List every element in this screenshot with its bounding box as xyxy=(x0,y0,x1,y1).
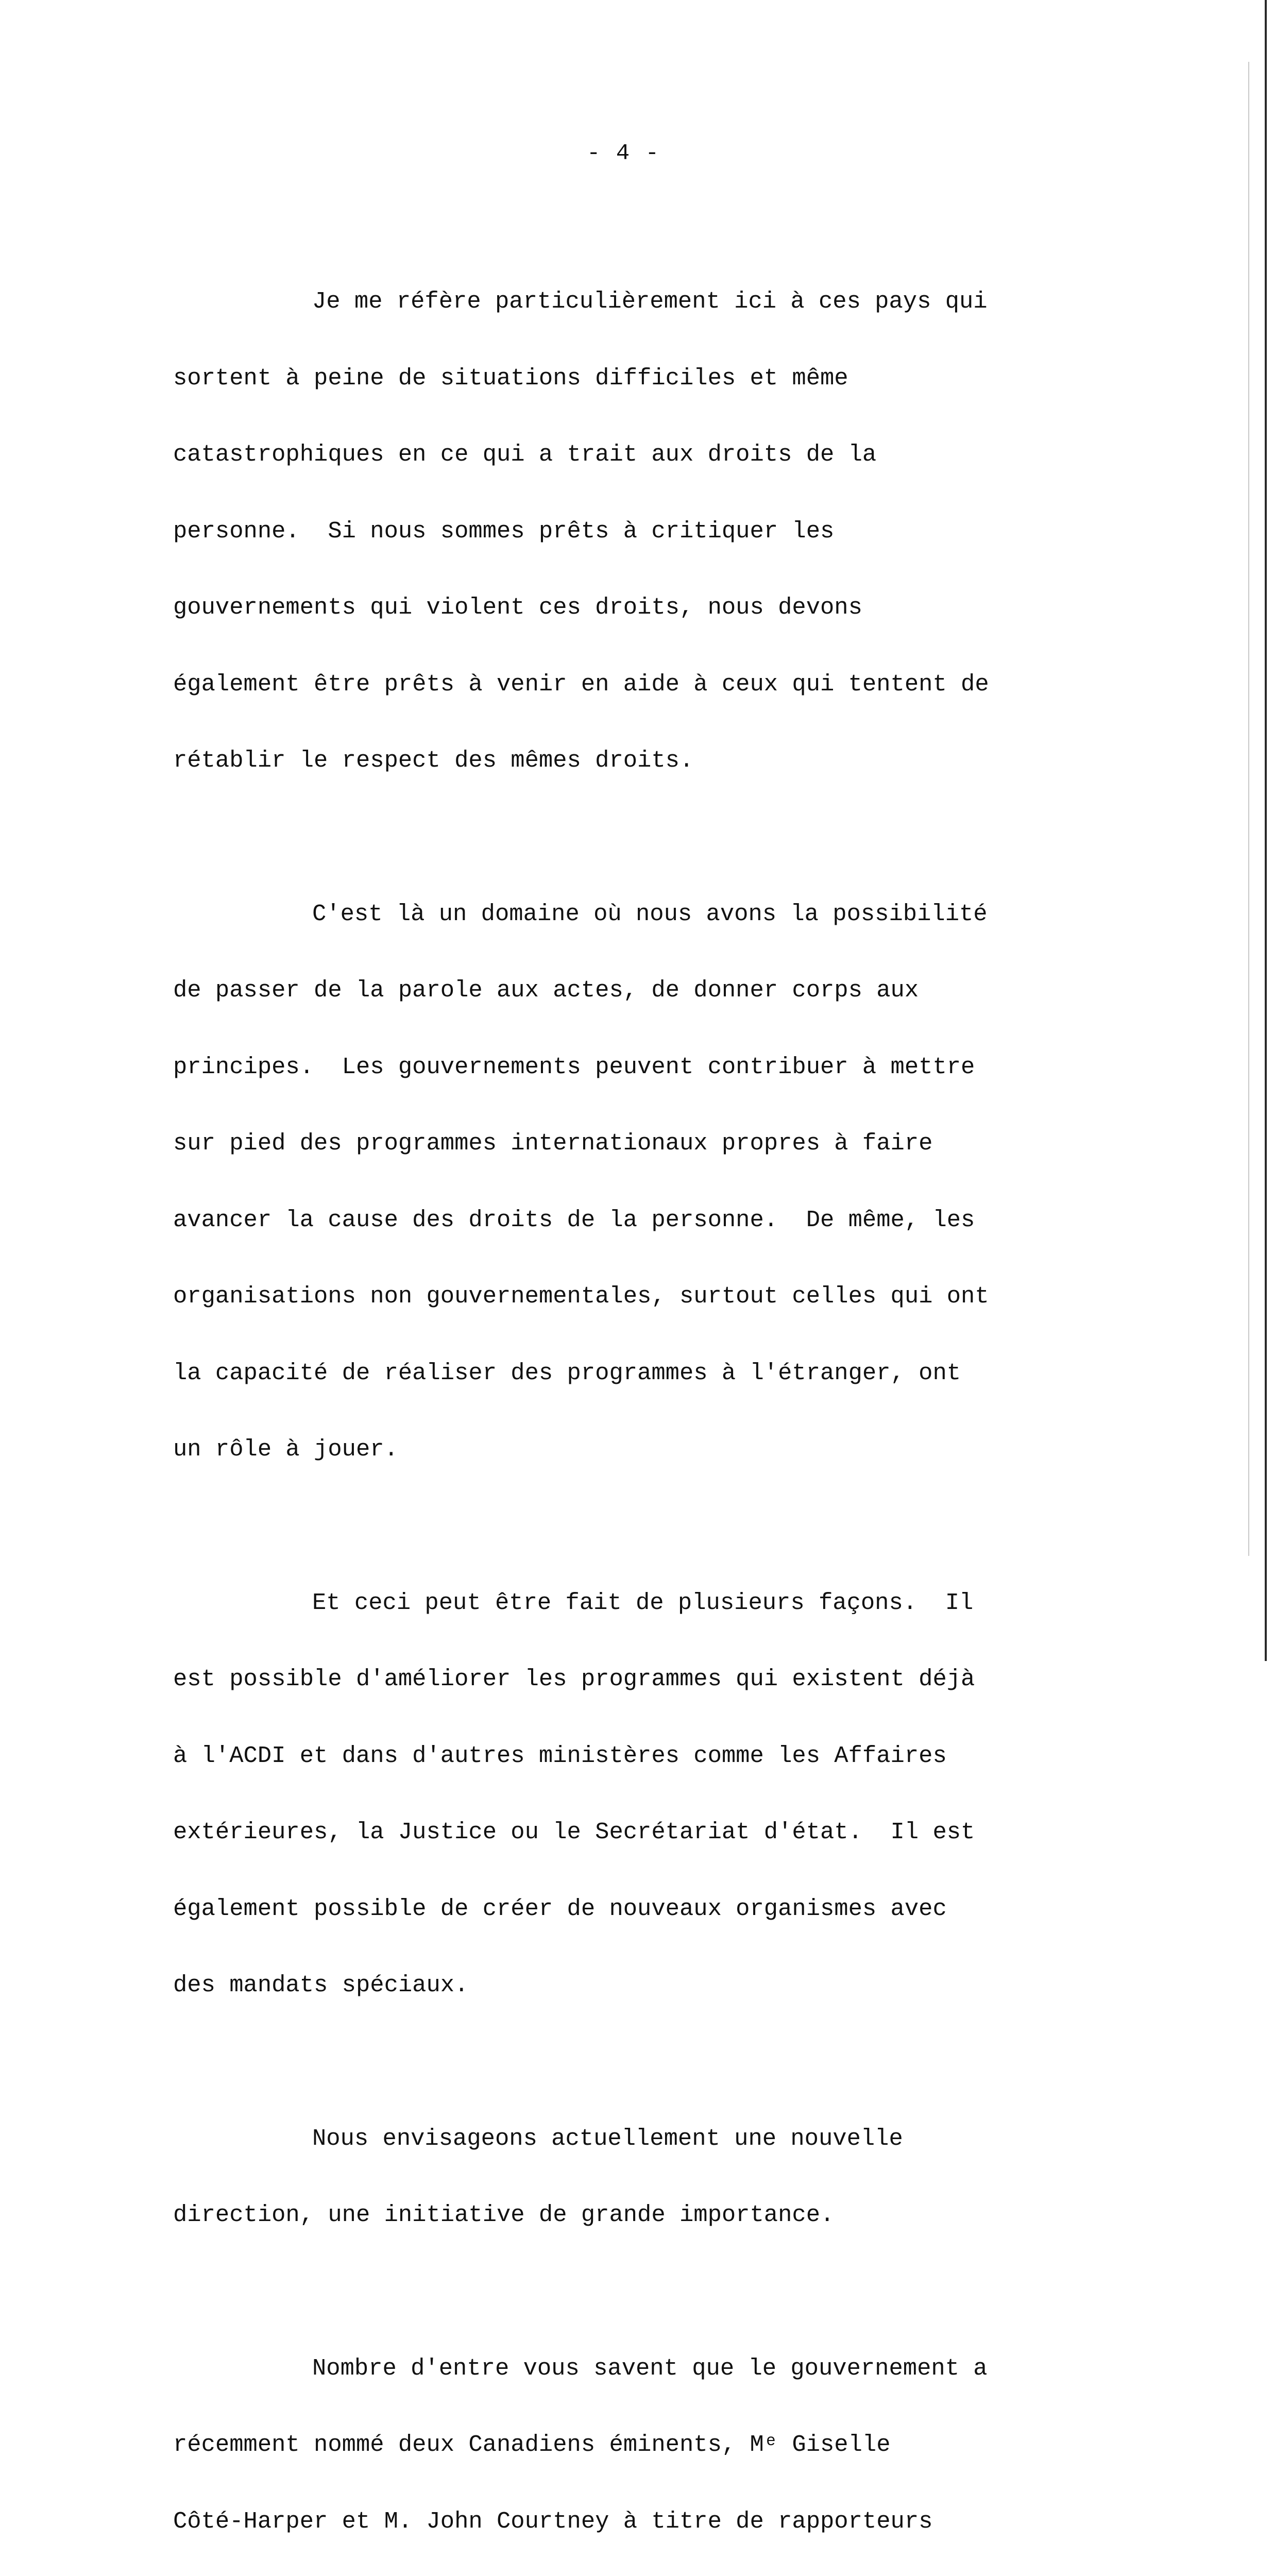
text-line: Et ceci peut être fait de plusieurs façons. Il xyxy=(173,1590,1142,1616)
text-line: Je me réfère particulièrement ici à ces pays qui xyxy=(173,289,1142,315)
paragraph xyxy=(173,238,1142,825)
text-line: C'est là un domaine où nous avons la possibilité xyxy=(173,902,1142,927)
text-line: direction, une initiative de grande importance. xyxy=(173,2202,1142,2228)
paragraph xyxy=(173,2075,1142,2279)
text-line: de passer de la parole aux actes, de donner corps aux xyxy=(173,978,1142,1004)
paragraph xyxy=(173,1539,1142,2049)
page-edge-line xyxy=(1265,0,1267,1661)
text-line: des mandats spéciaux. xyxy=(173,1973,1142,1998)
text-line: personne. Si nous sommes prêts à critiquer les xyxy=(173,519,1142,545)
scan-shadow-line xyxy=(1248,62,1249,1556)
paragraph xyxy=(173,2305,1142,2576)
text-line: extérieures, la Justice ou le Secrétariat d'état. Il est xyxy=(173,1820,1142,1845)
text-line: principes. Les gouvernements peuvent contribuer à mettre xyxy=(173,1055,1142,1080)
text-line: également être prêts à venir en aide à ceux qui tentent de xyxy=(173,672,1142,698)
text-line: sortent à peine de situations difficiles et même xyxy=(173,366,1142,392)
text-line: Nombre d'entre vous savent que le gouvernement a xyxy=(173,2356,1142,2382)
paragraph xyxy=(173,851,1142,1514)
text-line: la capacité de réaliser des programmes à l'étranger, ont xyxy=(173,1361,1142,1386)
body-text xyxy=(173,238,1142,2576)
text-line: avancer la cause des droits de la personne. De même, les xyxy=(173,1208,1142,1233)
text-line: également possible de créer de nouveaux organismes avec xyxy=(173,1896,1142,1922)
text-line: organisations non gouvernementales, surtout celles qui ont xyxy=(173,1284,1142,1310)
text-line: sur pied des programmes internationaux propres à faire xyxy=(173,1131,1142,1157)
text-line: gouvernements qui violent ces droits, nous devons xyxy=(173,595,1142,621)
text-line: à l'ACDI et dans d'autres ministères comme les Affaires xyxy=(173,1743,1142,1769)
text-line: Côté-Harper et M. John Courtney à titre de rapporteurs xyxy=(173,2509,1142,2535)
text-line: est possible d'améliorer les programmes qui existent déjà xyxy=(173,1667,1142,1692)
text-line: un rôle à jouer. xyxy=(173,1437,1142,1463)
text-line: rétablir le respect des mêmes droits. xyxy=(173,748,1142,774)
text-line: catastrophiques en ce qui a trait aux droits de la xyxy=(173,442,1142,468)
page-number: - 4 - xyxy=(577,138,670,169)
text-line: récemment nommé deux Canadiens éminents, Mᵉ Giselle xyxy=(173,2432,1142,2458)
text-line: Nous envisageons actuellement une nouvelle xyxy=(173,2126,1142,2152)
